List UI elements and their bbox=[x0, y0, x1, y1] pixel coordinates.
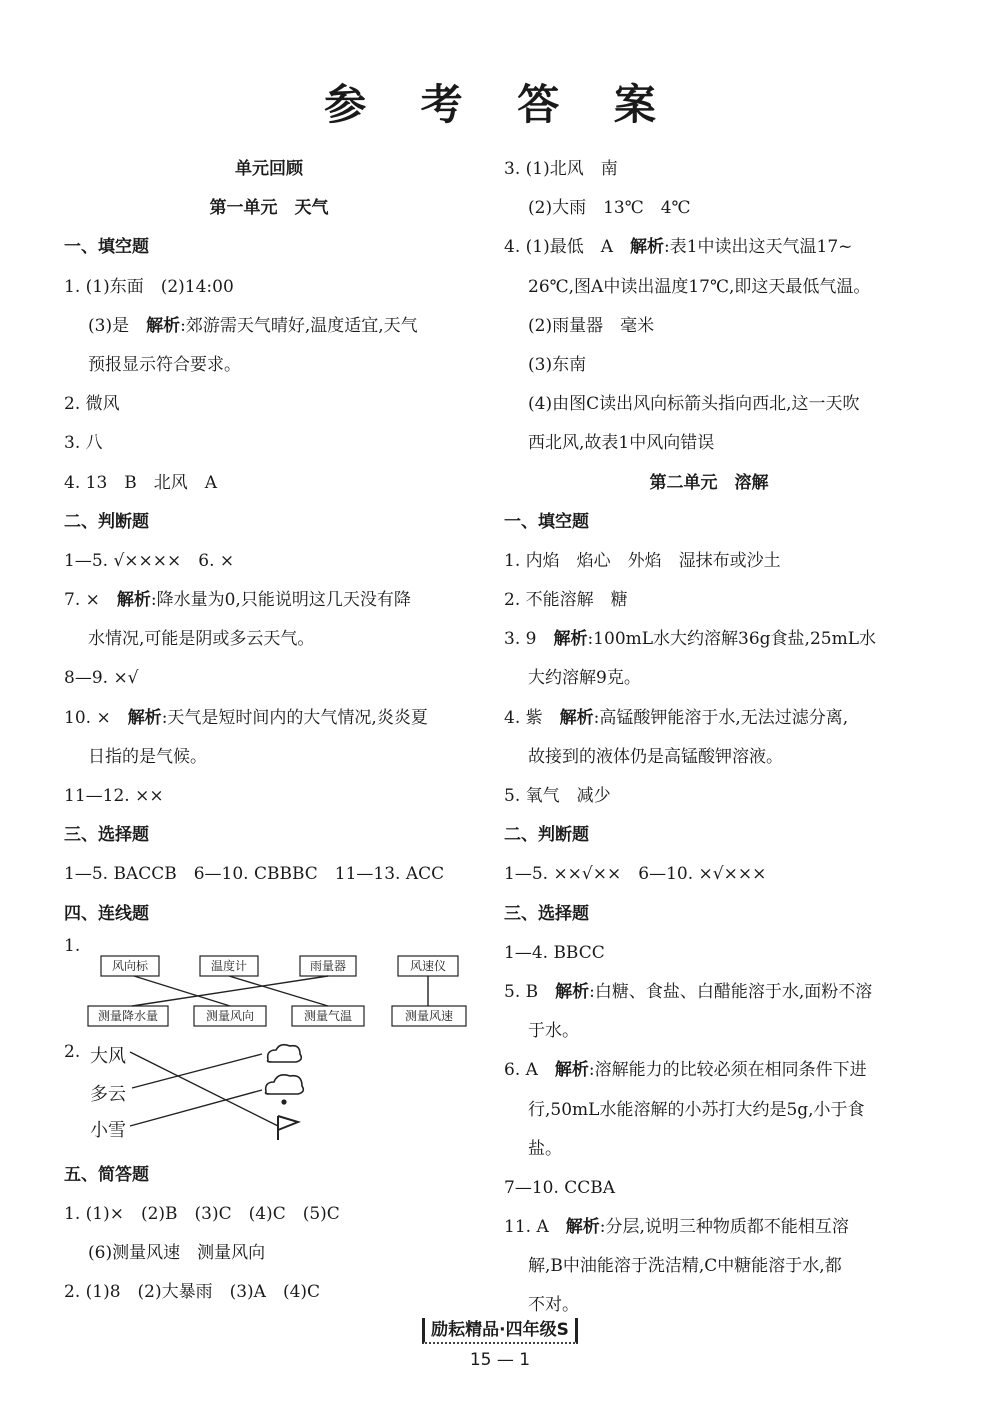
section-label: 三、选择题 bbox=[504, 903, 589, 924]
analysis-label: 解析 bbox=[629, 237, 664, 258]
answer-line: (4)由图C读出风向标箭头指向西北,这一天吹 bbox=[528, 394, 860, 415]
page-title: 参 考 答 案 bbox=[324, 80, 676, 129]
answer-line: 解,B中油能溶于洗洁精,C中糖能溶于水,都 bbox=[528, 1256, 842, 1277]
answer-line: 1—5. √×××× 6. × bbox=[64, 550, 235, 571]
answer-line: 5. B 解析:白糖、食盐、白醋能溶于水,面粉不溶 bbox=[504, 981, 873, 1002]
answer-line: 故接到的液体仍是高锰酸钾溶液。 bbox=[528, 746, 783, 767]
match-line bbox=[132, 1054, 262, 1088]
answer-line: 行,50mL水能溶解的小苏打大约是5g,小于食 bbox=[528, 1099, 865, 1120]
answer-line: 预报显示符合要求。 bbox=[88, 354, 241, 375]
answer-line: 1. (1)× (2)B (3)C (4)C (5)C bbox=[64, 1203, 340, 1224]
box-label: 雨量器 bbox=[309, 958, 347, 973]
answer-line: 1. (1)东面 (2)14:00 bbox=[64, 276, 234, 297]
weather-word: 多云 bbox=[90, 1083, 126, 1105]
right-column bbox=[504, 150, 914, 1326]
weather-word: 大风 bbox=[90, 1045, 126, 1067]
answer-line: 1—5. BACCB 6—10. CBBBC 11—13. ACC bbox=[64, 864, 445, 885]
section-label: 一、填空题 bbox=[504, 511, 589, 532]
box-label: 测量气温 bbox=[303, 1008, 353, 1023]
unit-title: 第一单元 天气 bbox=[209, 198, 329, 219]
weather-word: 小雪 bbox=[90, 1119, 126, 1141]
answer-line: 3. 八 bbox=[64, 433, 103, 454]
brand-label: 励耘精品·四年级S bbox=[422, 1318, 578, 1344]
answer-line: (3)是 解析:郊游需天气晴好,温度适宜,天气 bbox=[88, 315, 418, 336]
answer-line: 26℃,图A中读出温度17℃,即这天最低气温。 bbox=[528, 276, 871, 297]
section-header: 单元回顾 bbox=[235, 159, 303, 179]
answer-line: 2. (1)8 (2)大暴雨 (3)A (4)C bbox=[64, 1282, 321, 1303]
answer-line: (3)东南 bbox=[528, 354, 587, 375]
answer-line: 2. 微风 bbox=[64, 394, 120, 415]
matching-diagram-1 bbox=[64, 934, 474, 1040]
analysis-label: 解析 bbox=[127, 707, 162, 728]
box-label: 测量风速 bbox=[404, 1008, 454, 1023]
answer-line: 西北风,故表1中风向错误 bbox=[528, 433, 715, 454]
answer-line: 6. A 解析:溶解能力的比较必须在相同条件下进 bbox=[504, 1060, 867, 1081]
answer-line: (2)大雨 13℃ 4℃ bbox=[528, 198, 691, 219]
analysis-label: 解析 bbox=[555, 981, 590, 1002]
section-label: 四、连线题 bbox=[64, 903, 149, 924]
box-label: 风向标 bbox=[111, 958, 149, 973]
box-label: 测量风向 bbox=[205, 1008, 255, 1023]
cloud-icon bbox=[268, 1044, 302, 1061]
section-label: 二、判断题 bbox=[504, 825, 589, 846]
answer-line: 4. 13 B 北风 A bbox=[64, 472, 218, 493]
answer-line: 大约溶解9克。 bbox=[528, 668, 641, 689]
answer-line: 日指的是气候。 bbox=[88, 746, 207, 767]
answer-line: 水情况,可能是阴或多云天气。 bbox=[88, 629, 315, 650]
answer-line: 7. × 解析:降水量为0,只能说明这几天没有降 bbox=[64, 590, 411, 611]
instrument-matching-svg bbox=[64, 934, 474, 1040]
box-label: 温度计 bbox=[210, 958, 248, 973]
answer-line: 10. × 解析:天气是短时间内的大气情况,炎炎夏 bbox=[64, 707, 428, 728]
answer-line: 11. A 解析:分层,说明三种物质都不能相互溶 bbox=[504, 1217, 849, 1238]
answer-line: 不对。 bbox=[528, 1295, 579, 1316]
section-label: 一、填空题 bbox=[64, 237, 149, 258]
answer-line: 盐。 bbox=[528, 1138, 562, 1159]
answer-line: 8—9. ×√ bbox=[64, 668, 139, 689]
left-column bbox=[64, 150, 474, 1313]
answer-line: 4. (1)最低 A 解析:表1中读出这天气温17~ bbox=[504, 237, 853, 258]
weather-matching-svg bbox=[64, 1040, 474, 1156]
analysis-label: 解析 bbox=[146, 315, 181, 336]
analysis-label: 解析 bbox=[554, 1060, 589, 1081]
answer-line: 3. 9 解析:100mL水大约溶解36g食盐,25mL水 bbox=[504, 629, 876, 650]
answer-line: 2. 不能溶解 糖 bbox=[504, 590, 628, 611]
snow-cloud-icon bbox=[266, 1075, 304, 1104]
question-number: 2. bbox=[64, 1041, 81, 1062]
answer-line: 1—5. ××√×× 6—10. ×√××× bbox=[504, 864, 767, 885]
section-label: 三、选择题 bbox=[64, 825, 149, 846]
answer-line: 1—4. BBCC bbox=[504, 942, 605, 963]
match-line bbox=[130, 1052, 278, 1126]
matching-diagram-2 bbox=[64, 1040, 474, 1156]
box-label: 测量降水量 bbox=[97, 1008, 159, 1023]
answer-line: 1. 内焰 焰心 外焰 湿抹布或沙土 bbox=[504, 550, 781, 571]
analysis-label: 解析 bbox=[116, 590, 151, 611]
box-label: 风速仪 bbox=[409, 958, 447, 973]
answer-line: (6)测量风速 测量风向 bbox=[88, 1243, 266, 1264]
section-label: 五、简答题 bbox=[64, 1164, 149, 1185]
question-number: 1. bbox=[64, 935, 81, 956]
answer-line: 3. (1)北风 南 bbox=[504, 159, 618, 179]
page-footer bbox=[0, 1318, 1000, 1370]
section-label: 二、判断题 bbox=[64, 511, 149, 532]
answer-line: 11—12. ×× bbox=[64, 786, 164, 806]
answer-line: 5. 氧气 减少 bbox=[504, 786, 611, 806]
answer-line: 4. 紫 解析:高锰酸钾能溶于水,无法过滤分离, bbox=[504, 707, 849, 728]
answer-line: 7—10. CCBA bbox=[504, 1177, 616, 1198]
match-line bbox=[134, 976, 230, 1006]
answer-line: 于水。 bbox=[528, 1021, 579, 1042]
analysis-label: 解析 bbox=[565, 1217, 600, 1238]
unit-title: 第二单元 溶解 bbox=[649, 472, 769, 493]
answer-line: (2)雨量器 毫米 bbox=[528, 315, 655, 336]
flag-icon bbox=[278, 1116, 298, 1140]
analysis-label: 解析 bbox=[553, 629, 588, 650]
page-number: 15 — 1 bbox=[469, 1350, 531, 1370]
match-line bbox=[132, 976, 328, 1006]
analysis-label: 解析 bbox=[559, 707, 594, 728]
match-line bbox=[229, 976, 328, 1006]
